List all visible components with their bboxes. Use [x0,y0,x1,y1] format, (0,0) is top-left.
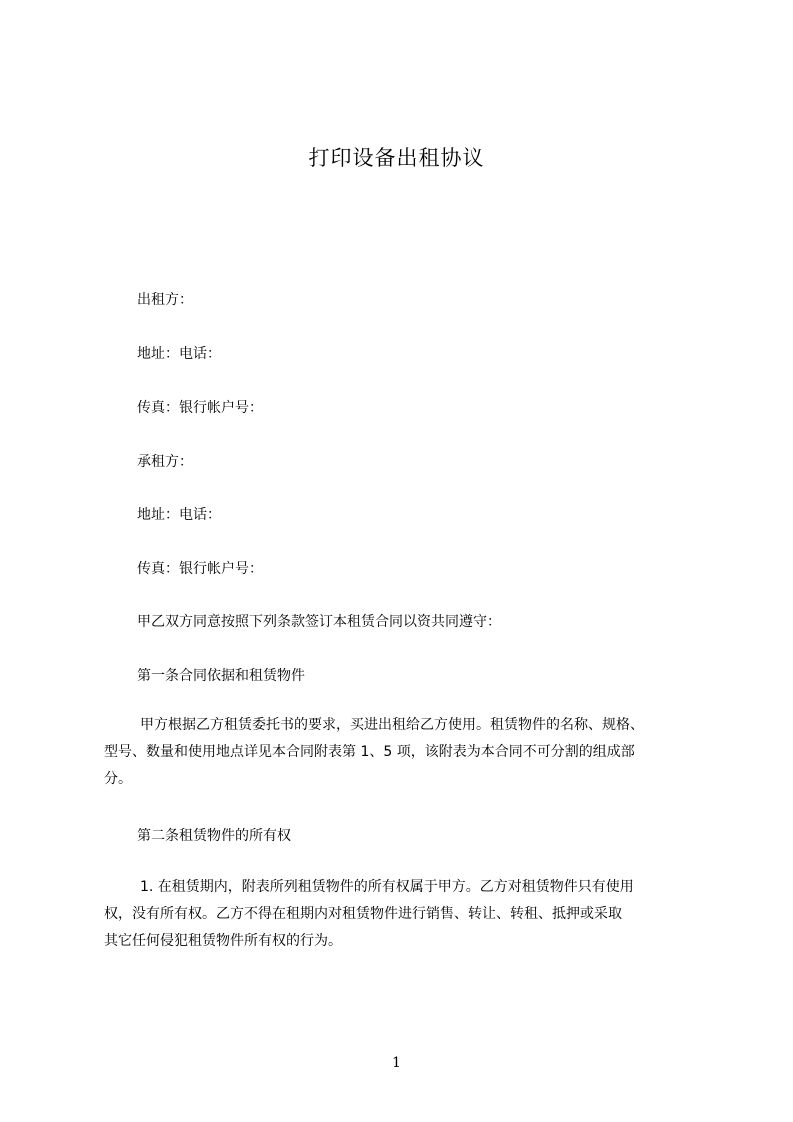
article1-line: 甲方根据乙方租赁委托书的要求，买进出租给乙方使用。租赁物件的名称、规格、 [140,717,644,733]
agreement-intro: 甲乙双方同意按照下列条款签订本租赁合同以资共同遵守： [137,614,501,630]
article2-heading: 第二条租赁物件的所有权 [137,828,291,844]
document-title: 打印设备出租协议 [308,146,485,170]
article1-line: 分。 [104,771,132,787]
article2-paragraph [104,874,696,955]
lessee-label: 承租方： [137,454,193,470]
lessor-address-phone: 地址：电话： [137,346,221,362]
lessor-fax-bank: 传真：银行帐户号： [137,400,263,416]
article1-paragraph [104,712,696,793]
article1-heading: 第一条合同依据和租赁物件 [137,668,305,684]
article2-line: 其它任何侵犯租赁物件所有权的行为。 [104,933,342,949]
lessee-address-phone: 地址：电话： [137,507,221,523]
article2-line: 1. 在租赁期内，附表所列租赁物件的所有权属于甲方。乙方对租赁物件只有使用 [140,879,634,895]
page-number: 1 [392,1055,401,1071]
article2-line: 权，没有所有权。乙方不得在租期内对租赁物件进行销售、转让、转租、抵押或采取 [104,906,622,922]
lessee-fax-bank: 传真：银行帐户号： [137,561,263,577]
lessor-label: 出租方： [137,292,193,308]
article1-line: 型号、数量和使用地点详见本合同附表第 1、5 项，该附表为本合同不可分割的组成部 [104,744,635,760]
